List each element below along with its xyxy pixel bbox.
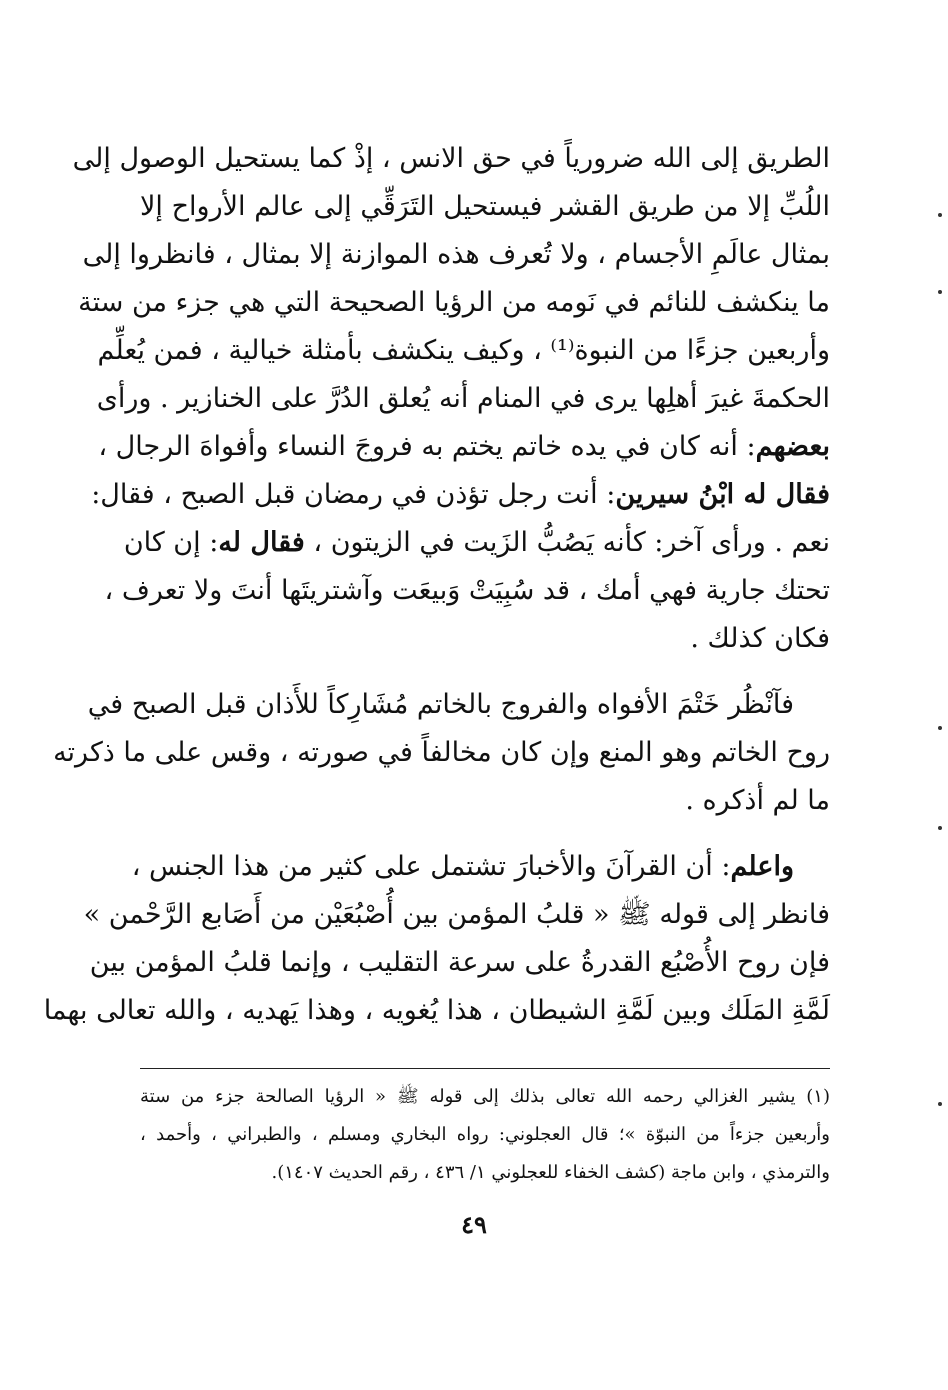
text-line: وأربعين جزءًا من النبوة⁽¹⁾ ، وكيف ينكشف بأمثلة خيالية ، فمن يُعلِّم	[97, 335, 830, 366]
paragraph-2	[53, 681, 830, 825]
text-line: تحتك جارية فهي أمك ، قد سُبِيَتْ وَبيعَت وآشتريتَها أنتَ ولا تعرف ،	[104, 575, 830, 606]
footnote	[140, 1078, 830, 1192]
text-line: ما ينكشف للنائم في نَومه من الرؤيا الصحيحة التي هي جزء من ستة	[78, 287, 830, 318]
footnote-divider	[140, 1068, 830, 1069]
paragraph-1	[72, 135, 830, 663]
footnote-line: (١) يشير الغزالي رحمه الله تعالى بذلك إلى قوله ﷺ « الرؤيا الصالحة جزء من ستة	[140, 1086, 830, 1107]
scan-speck	[938, 213, 942, 217]
paragraph-3	[43, 843, 830, 1035]
text-line: روح الخاتم وهو المنع وإن كان مخالفاً في صورته ، وقس على ما ذكرته	[53, 737, 830, 768]
scan-speck	[938, 290, 942, 294]
footnote-line: والترمذي ، وابن ماجة (كشف الخفاء للعجلوني ١/ ٤٣٦ ، رقم الحديث ١٤٠٧).	[271, 1162, 830, 1183]
footnote-line: وأربعين جزءاً من النبوّة »؛ قال العجلوني: رواه البخاري ومسلم ، والطبراني ، وأحمد ،	[140, 1124, 830, 1145]
bold-phrase: فقال له	[218, 527, 305, 558]
main-text	[43, 135, 830, 1035]
text-line: لَمَّةِ المَلَك وبين لَمَّةِ الشيطان ، هذا يُغويه ، وهذا يَهديه ، والله تعالى بهما	[43, 995, 830, 1026]
text-line: اللُبِّ إلا من طريق القشر فيستحيل التَرَقِّي إلى عالم الأرواح إلا	[140, 191, 830, 222]
text-line: فإن روح الأُصْبُع القدرةُ على سرعة التقليب ، وإنما قلبُ المؤمن بين	[89, 947, 830, 978]
text-line: فانظر إلى قوله ﷺ « قلبُ المؤمن بين أُصْبُعَيْن من أَصَابع الرَّحْمن »	[83, 899, 830, 930]
bold-phrase: بعضهم	[755, 431, 830, 462]
scan-speck	[938, 726, 942, 730]
bold-phrase: فقال له ابْنُ سيرين	[615, 479, 830, 510]
text-line: فقال له ابْنُ سيرين: أنت رجل تؤذن في رمضان قبل الصبح ، فقال:	[91, 479, 830, 510]
text-line: بعضهم: أنه كان في يده خاتم يختم به فروجَ النساء وأفواهَ الرجال ،	[98, 431, 830, 462]
text-line: الحكمةَ غيرَ أهلِها يرى في المنام أنه يُعلق الدُرَّ على الخنازير . ورأى	[96, 383, 830, 414]
text-line: ما لم أذكره .	[685, 785, 830, 816]
scan-speck	[938, 1102, 942, 1106]
page-number: ٤٩	[461, 1210, 487, 1239]
text-line: بمثال عالَمِ الأجسام ، ولا تُعرف هذه الموازنة إلا بمثال ، فانظروا إلى	[82, 239, 830, 270]
text-line: فآنْظُر خَتْمَ الأفواه والفروج بالخاتم مُشَارِكاً للأَذان قبل الصبح في	[87, 689, 794, 720]
text-line: الطريق إلى الله ضرورياً في حق الانس ، إذْ كما يستحيل الوصول إلى	[72, 143, 830, 174]
text-line: نعم . ورأى آخر: كأنه يَصُبُّ الزَيت في الزيتون ، فقال له: إن كان	[123, 527, 830, 558]
bold-phrase: واعلم	[730, 851, 794, 882]
scan-speck	[938, 826, 942, 830]
text-line: واعلم: أن القرآنَ والأخبارَ تشتمل على كثير من هذا الجنس ،	[131, 851, 794, 882]
text-line: فكان كذلك .	[690, 623, 830, 654]
